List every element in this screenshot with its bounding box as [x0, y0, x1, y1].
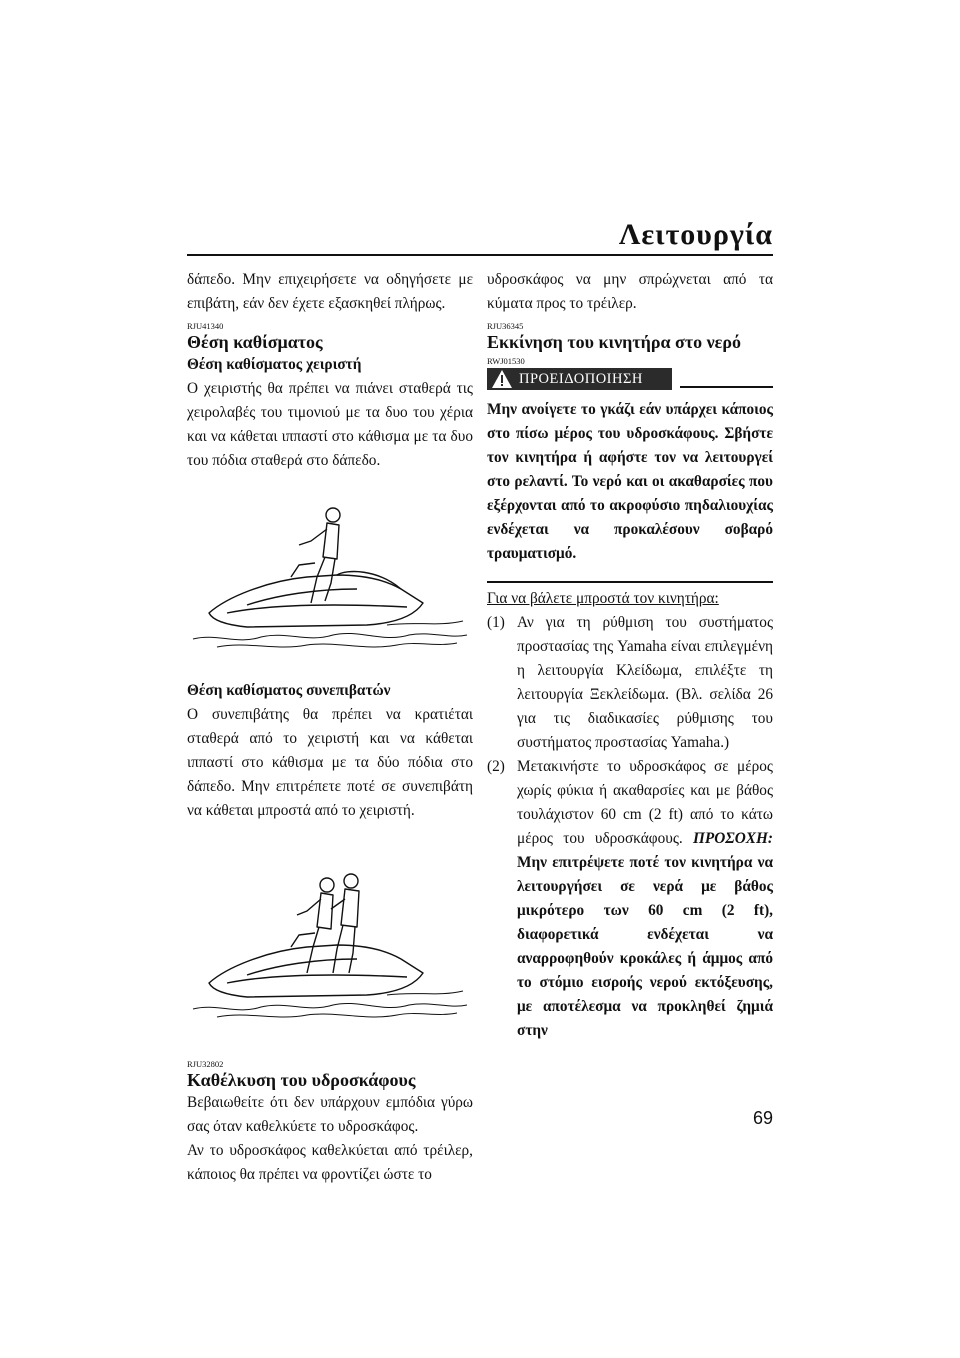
- subheading-operator: Θέση καθίσματος χειριστή: [187, 356, 362, 373]
- list-item-number: (2): [487, 758, 505, 776]
- left-column: [187, 268, 473, 1187]
- operator-paragraph: Ο χειριστής θα πρέπει να πιάνει σταθερά τις χειρολαβές του τιμονιού με τα δυο του χέρια και να κάθεται ιππαστί στο κάθισμα με τα δυο του πόδια σταθερά στο δάπεδο.: [187, 380, 473, 469]
- page-header-title: Λειτουργία: [618, 218, 773, 251]
- warning-triangle-icon: [491, 369, 513, 396]
- warning-badge: [487, 368, 672, 390]
- list-item-number: (1): [487, 614, 505, 632]
- caution-text: Μην επιτρέψετε ποτέ τον κινητήρα να λειτουργήσει σε νερά με βάθος μικρότερο των 60 cm (2 ft), διαφορετικά ενδέχεται να αναρροφηθούν κροκάλες ή άμμος από το στόμιο εισροής νερού εκτόξευσης, με αποτέλεσμα να προκληθεί ζημιά στην: [517, 854, 773, 1040]
- caution-label: ΠΡΟΣΟΧΗ:: [693, 830, 774, 848]
- watercraft-two-riders-illustration: [187, 855, 473, 1045]
- right-column: [487, 268, 773, 1043]
- warning-label: ΠΡΟΕΙΔΟΠΟΙΗΣΗ: [519, 371, 643, 387]
- ref-code: RJU32802: [187, 1059, 224, 1069]
- list-item: [487, 611, 773, 755]
- ref-code: RJU41340: [187, 321, 224, 331]
- procedure-heading: Για να βάλετε μπροστά τον κινητήρα:: [487, 590, 719, 608]
- warning-rule: [680, 386, 773, 388]
- warning-end-rule: [487, 581, 773, 583]
- continuation-paragraph: υδροσκάφος να μην σπρώχνεται από τα κύματα προς το τρέιλερ.: [487, 271, 773, 312]
- watercraft-single-rider-illustration: [187, 485, 473, 675]
- section-heading-seating: Θέση καθίσματος: [187, 332, 323, 352]
- list-item: [487, 755, 773, 1043]
- figure-operator-seating: [187, 485, 473, 675]
- warning-header: [487, 368, 773, 390]
- figure-passenger-seating: [187, 855, 473, 1045]
- launching-paragraph-1: Βεβαιωθείτε ότι δεν υπάρχουν εμπόδια γύρω σας όταν καθελκύετε το υδροσκάφος.: [187, 1094, 473, 1135]
- section-heading-launching: Καθέλκυση του υδροσκάφους: [187, 1070, 416, 1090]
- intro-paragraph: δάπεδο. Μην επιχειρήσετε να οδηγήσετε με επιβάτη, εάν δεν έχετε εξασκηθεί πλήρως.: [187, 271, 473, 312]
- ref-code: RJU36345: [487, 321, 524, 331]
- page-number: 69: [752, 1108, 773, 1128]
- ref-code: RWJ01530: [487, 356, 525, 366]
- subheading-passenger: Θέση καθίσματος συνεπιβατών: [187, 682, 391, 699]
- section-heading-starting-engine: Εκκίνηση του κινητήρα στο νερό: [487, 332, 741, 352]
- header-rule: [187, 254, 773, 256]
- list-item-text: Μετακινήστε το υδροσκάφος σε μέρος χωρίς φύκια ή ακαθαρσίες και με βάθος τουλάχιστον 60 cm (2 ft) από το κάτω μέρος του υδροσκάφους.: [517, 758, 773, 848]
- warning-text: Μην ανοίγετε το γκάζι εάν υπάρχει κάποιος στο πίσω μέρος του υδροσκάφους. Σβήστε τον κινητήρα ή αφήστε τον να λειτουργεί στο ρελαντί. Το νερό και οι ακαθαρσίες που εξέρχονται από το ακροφύσιο πηδαλιουχίας ενδέχεται να προκαλέσουν σοβαρό τραυματισμό.: [487, 401, 773, 562]
- list-item-text: Αν για τη ρύθμιση του συστήματος προστασίας της Yamaha είναι επιλεγμένη η λειτουργία Κλείδωμα, επιλέξτε τη λειτουργία Ξεκλείδωμα. (Βλ. σελίδα 26 για τις διαδικασίες ρύθμισης του συστήματος προστασίας Yamaha.): [517, 614, 773, 752]
- launching-paragraph-2: Αν το υδροσκάφος καθελκύεται από τρέιλερ, κάποιος θα πρέπει να φροντίζει ώστε το: [187, 1142, 473, 1183]
- passenger-paragraph: Ο συνεπιβάτης θα πρέπει να κρατιέται σταθερά από το χειριστή και να κάθεται ιππαστί στο κάθισμα με τα δύο πόδια στο δάπεδο. Μην επιτρέπετε ποτέ σε συνεπιβάτη να κάθεται μπροστά από το χειριστή.: [187, 706, 473, 819]
